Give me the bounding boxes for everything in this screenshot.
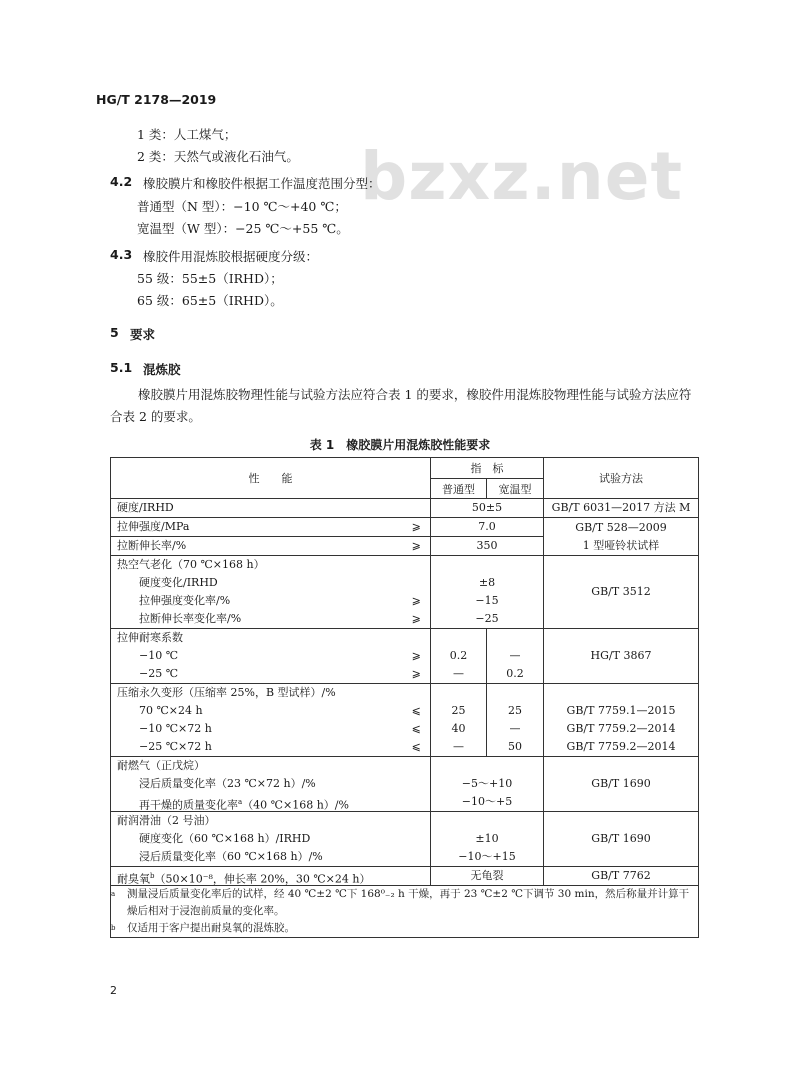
tensile-specimen: 1 型哑铃状试样 [582,538,660,552]
cs-70-method: GB/T 7759.1—2015 [566,704,676,717]
header-wide-type: 宽温型 [487,479,544,499]
oil-mass-change: 浸后质量变化率（60 ℃×168 h）/% [139,850,323,863]
cold-minus-10: −10 ℃ [139,649,179,662]
ozone-value: 无龟裂 [470,869,504,882]
table-notes-row [111,886,699,938]
row-tensile-strength: 拉伸强度/MPa [117,520,190,533]
fuel-mass-value: −5～+10 [461,777,513,790]
aging-elongation-value: −25 [475,612,499,625]
requirement-paragraph: 橡胶膜片用混炼胶物理性能与试验方法应符合表 1 的要求，橡胶件用混炼胶物理性能与试验方法应符合表 2 的要求。 [110,387,692,424]
cs-minus-10c: −10 ℃×72 h [139,722,212,735]
cs-minus-25c: −25 ℃×72 h [139,740,212,753]
cold-25-normal: — [453,667,464,680]
class-2: 2 类：天然气或液化石油气。 [137,149,299,164]
tensile-strength-value: 7.0 [478,520,496,533]
aging-tensile-change: 拉伸强度变化率/% [139,594,231,607]
page-number: 2 [110,984,117,997]
fuel-mass-change: 浸后质量变化率（23 ℃×72 h）/% [139,777,316,790]
ge-symbol: ⩾ [411,612,421,625]
section-5-1-title: 混炼胶 [143,362,181,377]
group-heat-aging: 热空气老化（70 ℃×168 h） [117,558,265,571]
aging-hardness-value: ±8 [478,576,496,589]
header-property: 性 能 [111,458,431,499]
le-symbol: ⩽ [411,704,421,717]
cs-10-wide: — [509,722,521,735]
section-4-2-title: 橡胶膜片和橡胶件根据工作温度范围分型： [143,176,381,191]
cold-minus-25: −25 ℃ [139,667,179,680]
table-row [111,629,699,684]
group-compression-set: 压缩永久变形（压缩率 25%，B 型试样）/% [117,686,336,699]
cs-10-method: GB/T 7759.2—2014 [566,722,676,735]
standard-code: HG/T 2178—2019 [96,92,217,107]
footnote-b: b 仅适用于客户提出耐臭氧的混炼胶。 [111,922,295,934]
table-caption: 表 1 橡胶膜片用混炼胶性能要求 [309,438,491,452]
oil-mass-value: −10～+15 [458,850,516,863]
hardness-method: GB/T 6031—2017 方法 M [551,501,691,514]
cs-25-method: GB/T 7759.2—2014 [566,740,676,753]
cold-method: HG/T 3867 [590,649,652,662]
table-row [111,684,699,757]
ge-symbol: ⩾ [411,520,421,533]
oil-hardness-change: 硬度变化（60 ℃×168 h）/IRHD [139,832,311,845]
table-row [111,518,699,537]
section-4-2-number: 4.2 [110,174,133,189]
aging-hardness-change: 硬度变化/IRHD [139,576,218,589]
row-hardness: 硬度/IRHD [117,501,174,514]
group-cold-resistance: 拉伸耐寒系数 [117,631,183,644]
cs-70c: 70 ℃×24 h [139,704,203,717]
cold-10-wide: — [509,649,521,662]
footnote-a: a 测量浸后质量变化率后的试样，经 40 ℃±2 ℃下 168⁰₋₂ h 干燥，再于 23 ℃±2 ℃下调节 30 min，然后称量并计算干燥后相对于浸泡前质量的变化率。 [111,888,690,917]
header-indicator: 指 标 [431,458,544,479]
cs-25-wide: 50 [508,740,522,753]
table-header-row [111,458,699,479]
grade-65: 65 级：65±5（IRHD）。 [137,293,283,308]
fuel-redry-value: −10～+5 [461,795,513,808]
table-row [111,499,699,518]
table-row [111,867,699,886]
ozone-method: GB/T 7762 [591,869,651,882]
grade-55: 55 级：55±5（IRHD）； [137,271,283,286]
cold-25-wide: 0.2 [506,667,524,680]
section-5-title: 要求 [130,327,156,342]
ge-symbol: ⩾ [411,649,421,662]
footnote-ref-b: b [150,872,155,880]
oil-method: GB/T 1690 [591,832,651,845]
group-oil-resistance: 耐润滑油（2 号油） [117,814,216,827]
header-normal-type: 普通型 [431,479,487,499]
oil-hardness-value: ±10 [475,832,499,845]
group-fuel-resistance: 耐燃气（正戊烷） [117,759,205,772]
section-4-3-number: 4.3 [110,247,133,262]
cs-25-normal: — [453,740,464,753]
group-ozone-resistance: 耐臭氧$^b$（50×10⁻⁸，伸长率 20%，30 ℃×24 h） [117,872,371,885]
aging-tensile-value: −15 [475,594,499,607]
class-1: 1 类：人工煤气； [137,127,237,142]
footnote-ref-a: a [238,798,243,806]
fuel-redry-mass-change: 再干燥的质量变化率$^a$（40 ℃×168 h）/% [139,798,349,811]
table-row [111,757,699,812]
hardness-value: 50±5 [471,501,503,514]
ge-symbol: ⩾ [411,594,421,607]
aging-method: GB/T 3512 [591,585,651,598]
elongation-value: 350 [476,539,498,552]
cs-70-normal: 25 [451,704,466,717]
tensile-method: GB/T 528—2009 [575,520,667,534]
type-n: 普通型（N 型）：−10 ℃～+40 ℃； [137,199,347,214]
le-symbol: ⩽ [411,722,421,735]
fuel-method: GB/T 1690 [591,777,651,790]
type-w: 宽温型（W 型）：−25 ℃～+55 ℃。 [137,221,349,236]
section-5-number: 5 [110,325,119,340]
ge-symbol: ⩾ [411,539,421,552]
table-row [111,812,699,867]
section-4-3-title: 橡胶件用混炼胶根据硬度分级： [143,249,319,264]
table-row [111,556,699,629]
aging-elongation-change: 拉断伸长率变化率/% [139,612,242,625]
row-elongation: 拉断伸长率/% [117,539,187,552]
header-test-method: 试验方法 [544,458,699,499]
properties-table [110,457,699,938]
cs-10-normal: 40 [451,722,466,735]
le-symbol: ⩽ [411,740,421,753]
watermark: bzxz.net [360,138,684,215]
cs-70-wide: 25 [508,704,522,717]
section-5-1-number: 5.1 [110,360,133,375]
ge-symbol: ⩾ [411,667,421,680]
cold-10-normal: 0.2 [449,649,468,662]
